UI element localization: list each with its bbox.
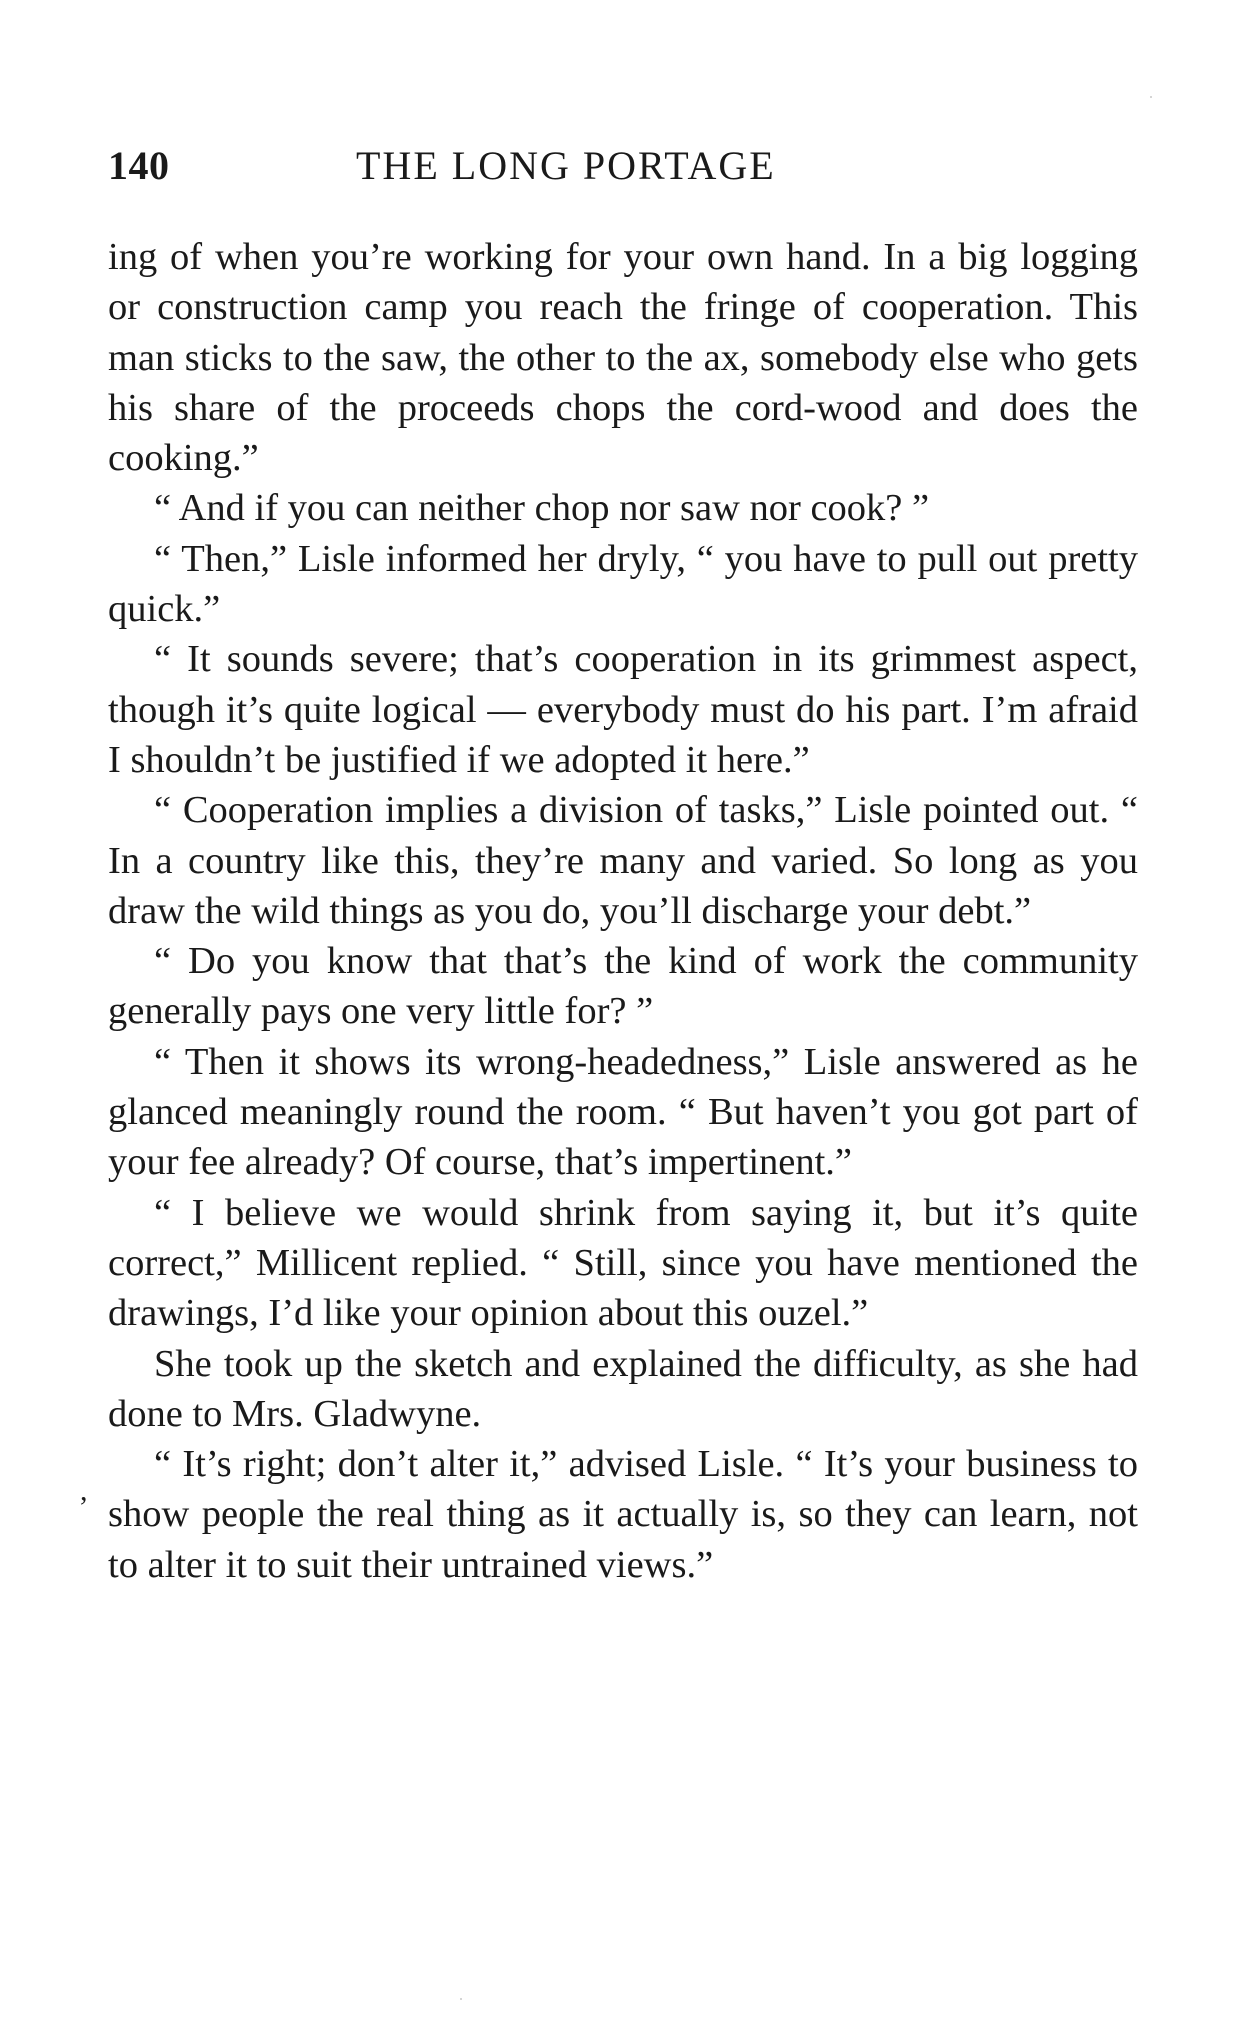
paragraph: ing of when you’re working for your own hand. In a big logging or construction camp you reach the fringe of cooperation. This man sticks to the saw, the other to the ax, somebody else who gets his share of the proceeds chops the cord-wood and does the cooking.” xyxy=(108,236,1138,480)
paragraph: “ Then,” Lisle informed her dryly, “ you have to pull out pretty quick.” xyxy=(108,537,1138,631)
page-header xyxy=(108,142,1138,194)
paragraph: “ Then it shows its wrong-headedness,” Lisle answered as he glanced meaningly round the room. “ But haven’t you got part of your fee already? Of course, that’s impertinent.” xyxy=(108,1040,1138,1184)
page-number: 140 xyxy=(108,143,170,188)
margin-ink-mark: , xyxy=(80,1474,88,1507)
paragraph: “ It sounds severe; that’s cooperation in its grimmest aspect, though it’s quite logical — everybody must do his part. I’m afraid I shouldn’t be justified if we adopted it here.” xyxy=(108,638,1138,781)
body-text xyxy=(108,232,1138,1590)
paragraph: “ And if you can neither chop nor saw nor cook? ” xyxy=(154,487,930,530)
paragraph: “ I believe we would shrink from saying it, but it’s quite correct,” Millicent replied. “ Still, since you have mentioned the drawings, I’d like your opinion about this ouzel.” xyxy=(108,1191,1138,1335)
running-title: THE LONG PORTAGE xyxy=(356,143,776,188)
paper-speck xyxy=(460,1998,462,2000)
paper-speck xyxy=(1150,96,1152,98)
paragraph: “ Cooperation implies a division of tasks,” Lisle pointed out. “ In a country like this, they’re many and varied. So long as you draw the wild things as you do, you’ll discharge your debt.” xyxy=(108,789,1138,932)
paragraph: She took up the sketch and explained the difficulty, as she had done to Mrs. Gladwyne. xyxy=(108,1342,1138,1435)
paragraph: “ Do you know that that’s the kind of work the community generally pays one very little for? ” xyxy=(108,940,1138,1033)
paragraph: “ It’s right; don’t alter it,” advised Lisle. “ It’s your business to show people the real thing as it actually is, so they can learn, not to alter it to suit their untrained views.” xyxy=(108,1443,1138,1586)
